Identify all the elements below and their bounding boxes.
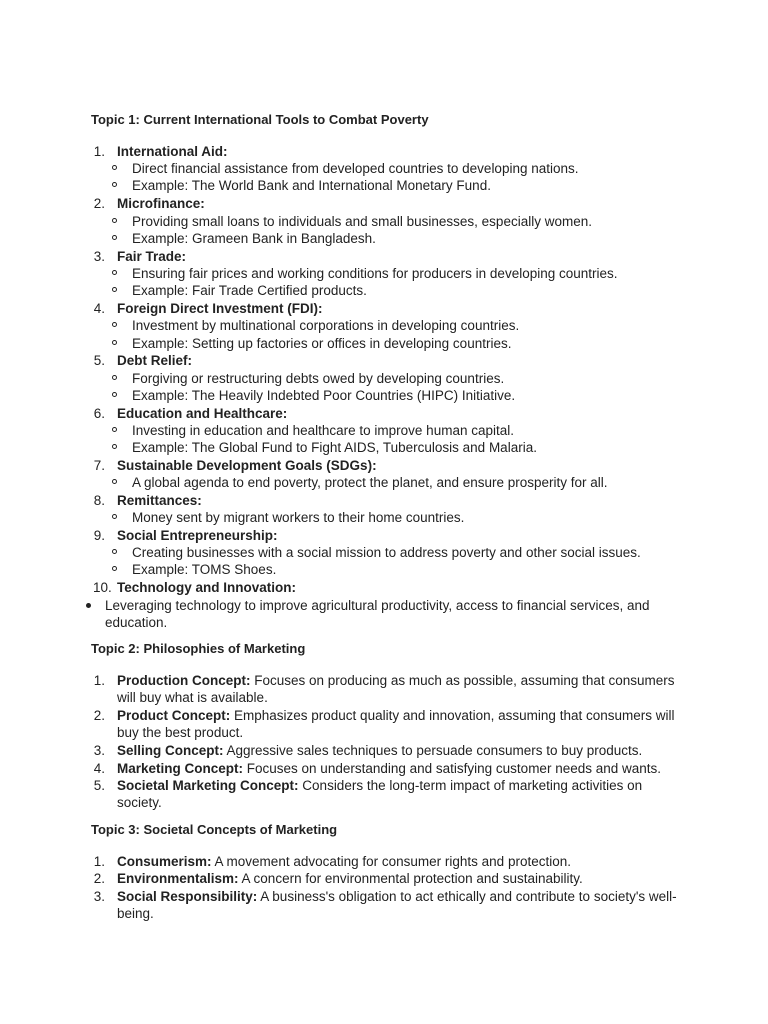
list-number: 10. [93, 580, 112, 595]
item-text [117, 888, 677, 923]
sub-item-text: Creating businesses with a social mission to address poverty and other social issues. [132, 545, 641, 560]
sub-item-text: Direct financial assistance from developed countries to developing nations. [132, 161, 579, 176]
item-term: Societal Marketing Concept: [117, 778, 299, 793]
item-title: Foreign Direct Investment (FDI): [117, 301, 323, 316]
item-desc: Emphasizes product quality and innovation, assuming that consumers will buy the best product. [117, 708, 675, 741]
filled-bullet-icon [86, 603, 91, 608]
item-text [117, 742, 697, 759]
list-number: 7. [93, 458, 105, 473]
sub-item-text: Example: Fair Trade Certified products. [132, 283, 367, 298]
sub-item-text: Money sent by migrant workers to their home countries. [132, 510, 465, 525]
sub-item-text: Investing in education and healthcare to improve human capital. [132, 423, 514, 438]
list-number: 2. [93, 708, 105, 723]
hollow-bullet-icon [112, 566, 117, 571]
sub-item-text: Example: The World Bank and International Monetary Fund. [132, 178, 491, 193]
item-desc: Focuses on understanding and satisfying customer needs and wants. [243, 761, 662, 776]
item-term: Production Concept: [117, 673, 251, 688]
item-text [117, 870, 677, 887]
hollow-bullet-icon [112, 322, 117, 327]
hollow-bullet-icon [112, 182, 117, 187]
list-number: 1. [93, 673, 105, 688]
bullet-text: Leveraging technology to improve agricultural productivity, access to financial services, and education. [105, 598, 650, 631]
hollow-bullet-icon [112, 340, 117, 345]
list-number: 8. [93, 493, 105, 508]
hollow-bullet-icon [112, 444, 117, 449]
topic-3-heading: Topic 3: Societal Concepts of Marketing [91, 822, 338, 837]
sub-item-text: Ensuring fair prices and working conditions for producers in developing countries. [132, 266, 618, 281]
hollow-bullet-icon [112, 165, 117, 170]
item-term: Consumerism: [117, 854, 212, 869]
list-number: 2. [93, 196, 105, 211]
sub-item-text: Providing small loans to individuals and small businesses, especially women. [132, 214, 592, 229]
list-number: 3. [93, 889, 105, 904]
item-text [117, 777, 677, 812]
item-desc: A concern for environmental protection and sustainability. [238, 871, 583, 886]
item-title: Sustainable Development Goals (SDGs): [117, 458, 377, 473]
hollow-bullet-icon [112, 479, 117, 484]
item-text [117, 853, 677, 870]
item-desc: A movement advocating for consumer rights and protection. [211, 854, 571, 869]
hollow-bullet-icon [112, 427, 117, 432]
list-number: 6. [93, 406, 105, 421]
topic-1-heading: Topic 1: Current International Tools to Combat Poverty [91, 112, 429, 127]
list-number: 3. [93, 249, 105, 264]
item-term: Product Concept: [117, 708, 231, 723]
hollow-bullet-icon [112, 549, 117, 554]
item-title: International Aid: [117, 144, 228, 159]
list-number: 4. [93, 301, 105, 316]
sub-item-text: Example: Setting up factories or offices in developing countries. [132, 336, 512, 351]
item-term: Marketing Concept: [117, 761, 244, 776]
item-desc: A business's obligation to act ethically and contribute to society's well-being. [117, 889, 677, 922]
sub-item-text: A global agenda to end poverty, protect the planet, and ensure prosperity for all. [132, 475, 608, 490]
item-term: Social Responsibility: [117, 889, 258, 904]
list-number: 3. [93, 743, 105, 758]
hollow-bullet-icon [112, 270, 117, 275]
item-title: Remittances: [117, 493, 202, 508]
item-title: Social Entrepreneurship: [117, 528, 278, 543]
hollow-bullet-icon [112, 375, 117, 380]
item-desc: Considers the long-term impact of marketing activities on society. [117, 778, 643, 811]
list-number: 1. [93, 144, 105, 159]
hollow-bullet-icon [112, 235, 117, 240]
list-number: 1. [93, 854, 105, 869]
hollow-bullet-icon [112, 392, 117, 397]
sub-item-text: Example: The Heavily Indebted Poor Countries (HIPC) Initiative. [132, 388, 516, 403]
item-text [117, 707, 677, 742]
list-number: 9. [93, 528, 105, 543]
hollow-bullet-icon [112, 514, 117, 519]
list-number: 5. [93, 353, 105, 368]
hollow-bullet-icon [112, 218, 117, 223]
item-title: Technology and Innovation: [117, 580, 296, 595]
list-number: 5. [93, 778, 105, 793]
hollow-bullet-icon [112, 287, 117, 292]
list-number: 4. [93, 761, 105, 776]
item-title: Debt Relief: [117, 353, 193, 368]
sub-item-text: Investment by multinational corporations in developing countries. [132, 318, 520, 333]
list-number: 2. [93, 871, 105, 886]
sub-item-text: Example: Grameen Bank in Bangladesh. [132, 231, 376, 246]
item-title: Education and Healthcare: [117, 406, 288, 421]
sub-item-text: Example: TOMS Shoes. [132, 562, 277, 577]
item-term: Selling Concept: [117, 743, 224, 758]
item-term: Environmentalism: [117, 871, 239, 886]
item-desc: Aggressive sales techniques to persuade consumers to buy products. [223, 743, 643, 758]
item-title: Fair Trade: [117, 249, 187, 264]
item-title: Microfinance: [117, 196, 205, 211]
topic-2-heading: Topic 2: Philosophies of Marketing [91, 641, 306, 656]
item-text [117, 672, 677, 707]
item-desc: Focuses on producing as much as possible, assuming that consumers will buy what is available. [117, 673, 675, 706]
sub-item-text: Forgiving or restructuring debts owed by developing countries. [132, 371, 505, 386]
item-text [117, 760, 717, 777]
sub-item-text: Example: The Global Fund to Fight AIDS, Tuberculosis and Malaria. [132, 440, 537, 455]
